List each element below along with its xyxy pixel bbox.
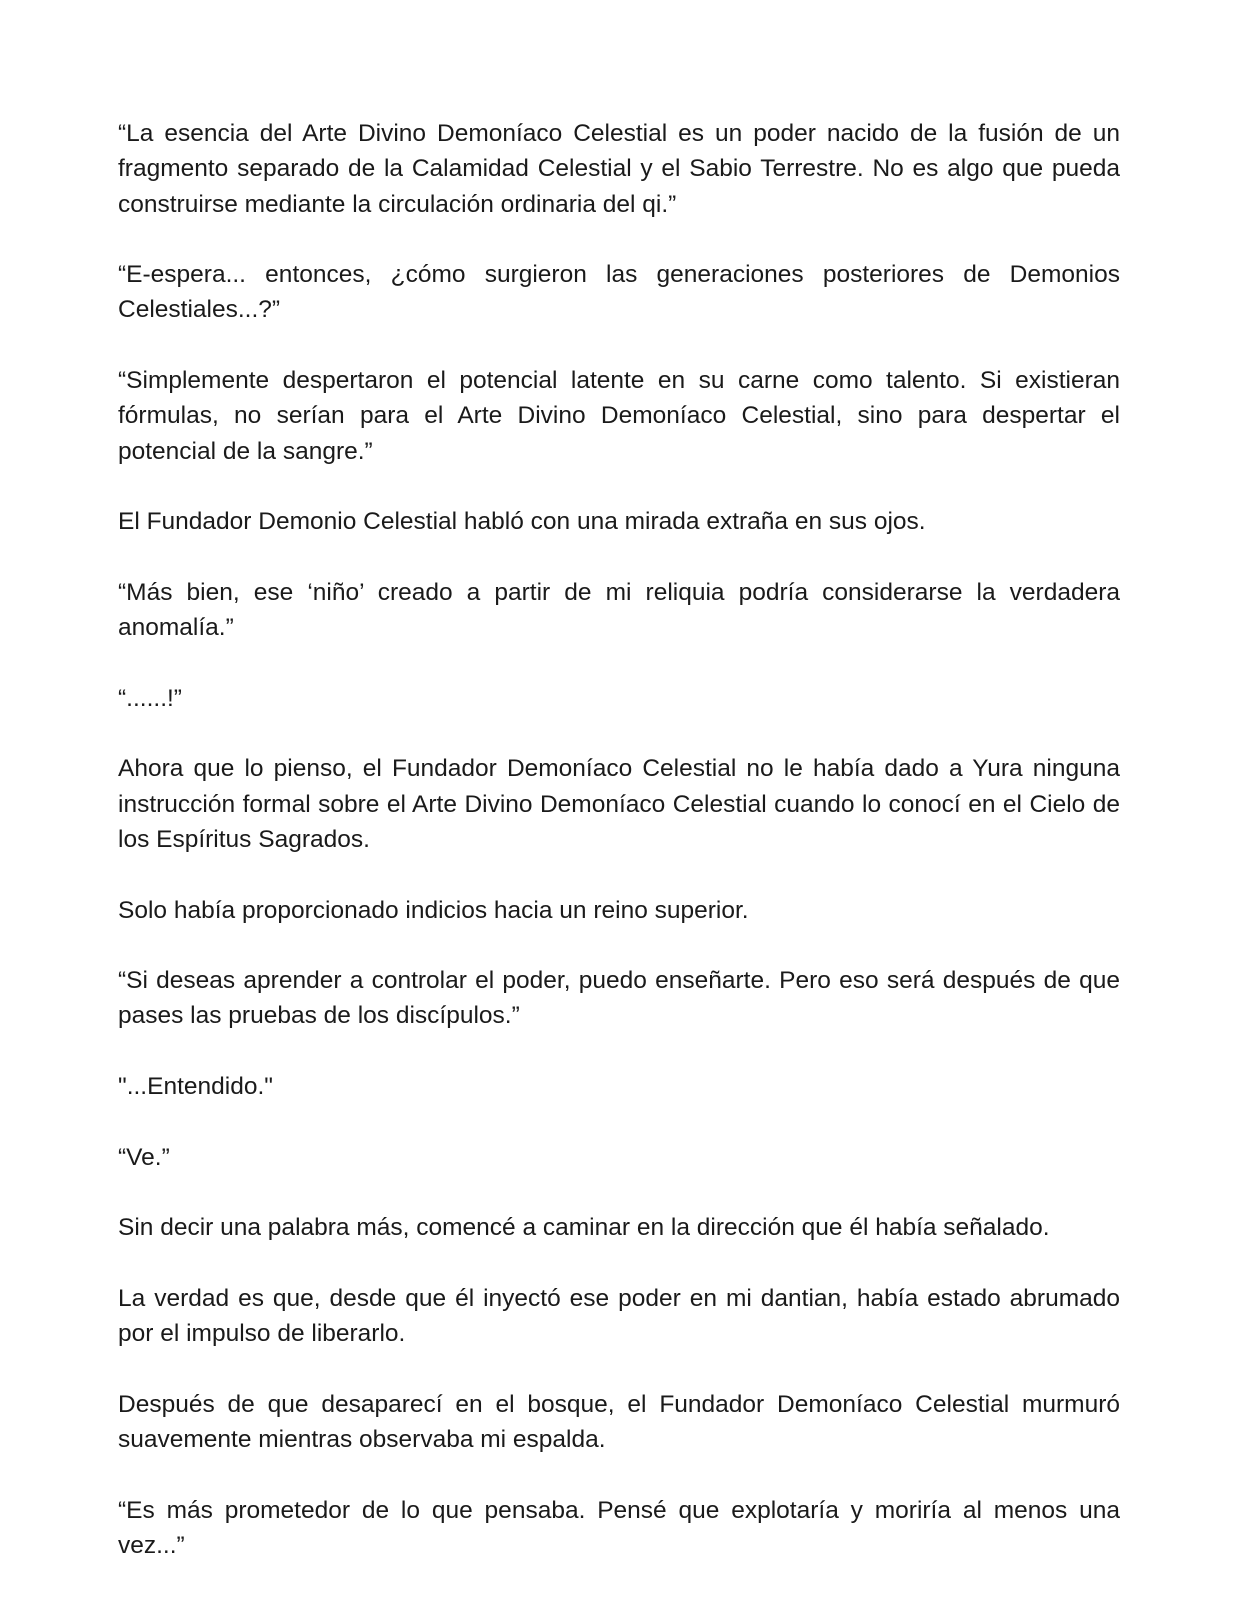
paragraph: "...Entendido." bbox=[118, 1073, 273, 1101]
paragraph: “Si deseas aprender a controlar el poder, puedo enseñarte. Pero eso será después de que pases las pruebas de los discípulos.” bbox=[118, 967, 1120, 1030]
document-page bbox=[118, 116, 1120, 1563]
paragraph: “La esencia del Arte Divino Demoníaco Celestial es un poder nacido de la fusión de un fragmento separado de la Calamidad Celestial y el Sabio Terrestre. No es algo que pueda construirse mediante la circulación ordinaria del qi.” bbox=[118, 120, 1120, 218]
paragraph: Después de que desaparecí en el bosque, el Fundador Demoníaco Celestial murmuró suavemente mientras observaba mi espalda. bbox=[118, 1390, 1120, 1453]
paragraph: “Es más prometedor de lo que pensaba. Pensé que explotaría y moriría al menos una vez...” bbox=[118, 1496, 1120, 1559]
paragraph: El Fundador Demonio Celestial habló con una mirada extraña en sus ojos. bbox=[118, 508, 926, 536]
paragraph: “Simplemente despertaron el potencial latente en su carne como talento. Si existieran fórmulas, no serían para el Arte Divino Demoníaco Celestial, sino para despertar el potencial de la sangre.” bbox=[118, 367, 1120, 465]
paragraph: Sin decir una palabra más, comencé a caminar en la dirección que él había señalado. bbox=[118, 1214, 1050, 1242]
paragraph: Solo había proporcionado indicios hacia un reino superior. bbox=[118, 896, 749, 924]
paragraph: “......!” bbox=[118, 684, 182, 712]
paragraph: Ahora que lo pienso, el Fundador Demoníaco Celestial no le había dado a Yura ninguna instrucción formal sobre el Arte Divino Demoníaco Celestial cuando lo conocí en el Cielo de los Espíritus Sagrados. bbox=[118, 755, 1120, 853]
paragraph: La verdad es que, desde que él inyectó ese poder en mi dantian, había estado abrumado por el impulso de liberarlo. bbox=[118, 1284, 1120, 1348]
paragraph: “Más bien, ese ‘niño’ creado a partir de mi reliquia podría considerarse la verdadera anomalía.” bbox=[118, 578, 1120, 642]
paragraph: “E-espera... entonces, ¿cómo surgieron las generaciones posteriores de Demonios Celestiales...?” bbox=[118, 261, 1120, 324]
paragraph: “Ve.” bbox=[118, 1143, 170, 1171]
